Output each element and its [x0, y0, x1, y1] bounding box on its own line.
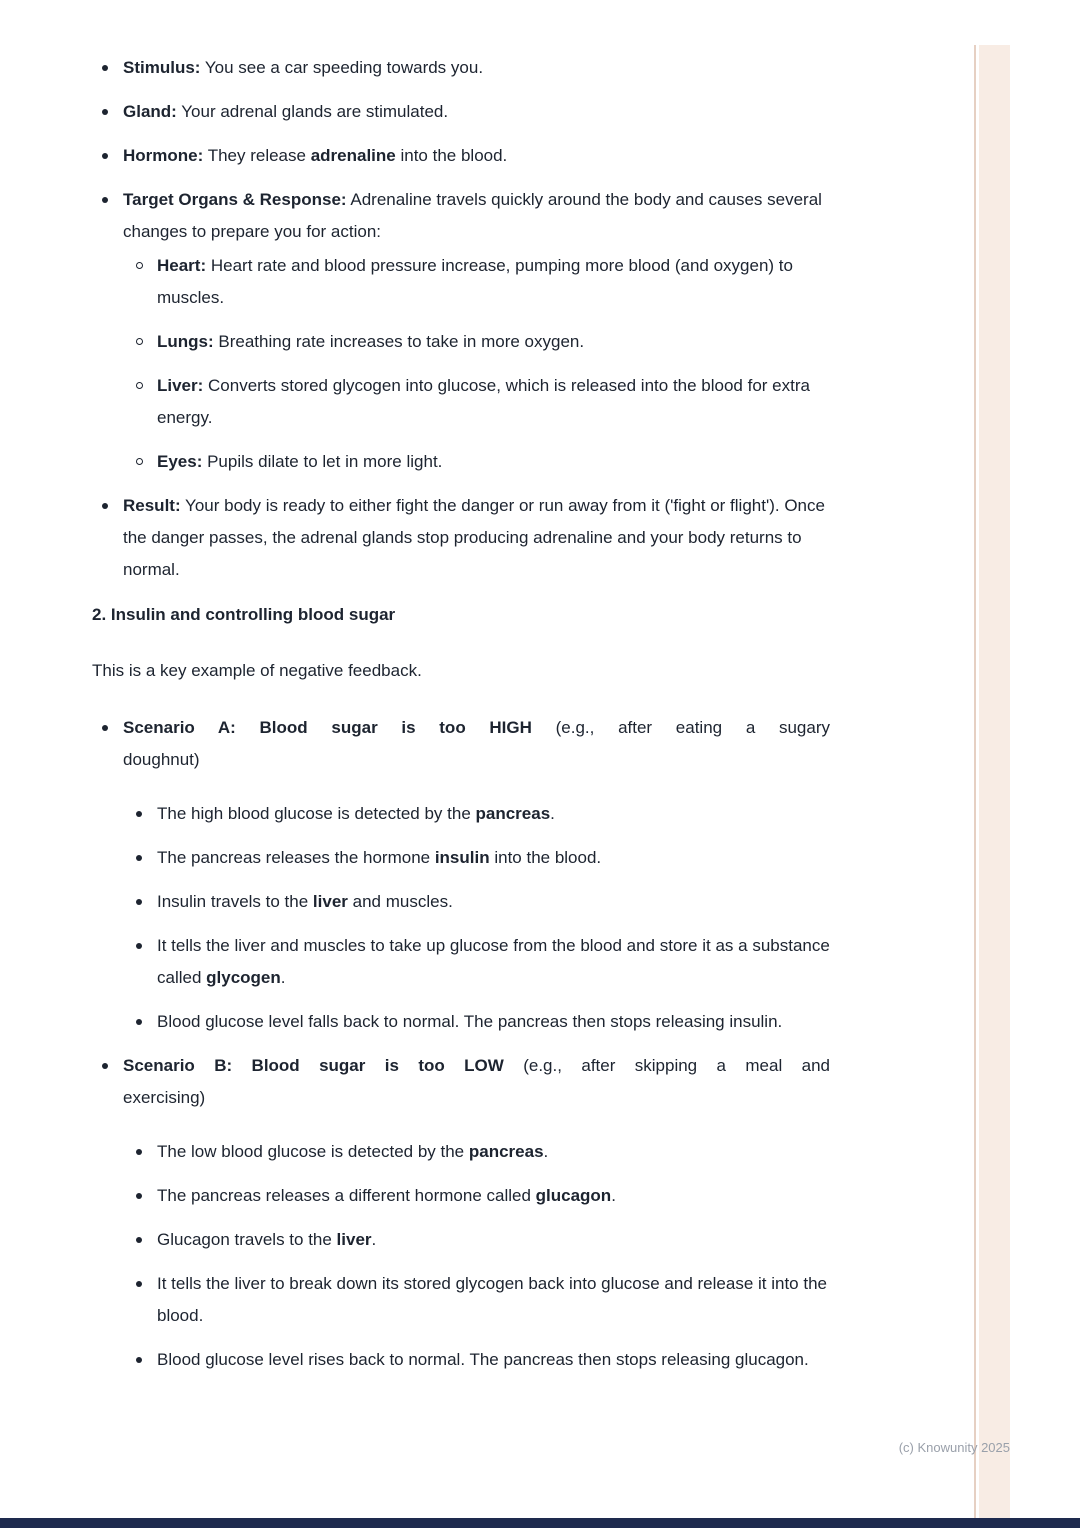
list-item-text: [123, 184, 830, 248]
list-item: [123, 1268, 830, 1332]
sub-list: [123, 1136, 830, 1376]
list-item: [123, 842, 830, 874]
bold-text: liver: [312, 892, 348, 911]
bold-text: adrenaline: [310, 146, 396, 165]
plain-text: The low blood glucose is detected by the: [157, 1142, 469, 1161]
plain-text: exercising): [123, 1088, 206, 1107]
list-item-text: [123, 744, 830, 776]
plain-text: Blood glucose level rises back to normal. The pancreas then stops releasing glucagon.: [157, 1350, 809, 1369]
plain-text: Converts stored glycogen into glucose, which is released into the blood for extra energy.: [157, 376, 810, 427]
list-item: [92, 490, 830, 586]
plain-text: Your adrenal glands are stimulated.: [176, 102, 449, 121]
plain-text: Adrenaline travels quickly around the body and causes several changes to prepare you for action:: [123, 190, 822, 241]
intro-paragraph: This is a key example of negative feedback.: [92, 661, 422, 680]
sub-list: [123, 250, 830, 478]
page-edge-line: [974, 45, 976, 1518]
sub-list: [123, 798, 830, 1038]
list-item: [92, 184, 830, 478]
list-item: [123, 370, 830, 434]
list-item: [92, 1050, 830, 1376]
bold-text: liver: [336, 1230, 372, 1249]
list-item-text: [157, 1268, 830, 1332]
plain-text: They release: [203, 146, 311, 165]
list-item: [123, 1344, 830, 1376]
plain-text: .: [611, 1186, 616, 1205]
list-item: [123, 798, 830, 830]
plain-text: The pancreas releases the hormone: [157, 848, 435, 867]
list-item: [123, 886, 830, 918]
bold-text: insulin: [434, 848, 490, 867]
list-item-text: [157, 1180, 830, 1212]
list-item-text: [157, 446, 830, 478]
list-item-text: [123, 712, 830, 744]
plain-text: doughnut): [123, 750, 200, 769]
plain-text: Your body is ready to either fight the danger or run away from it ('fight or flight'). Once the danger passes, the adrenal glands stop producing adrenaline and your body returns to normal.: [123, 496, 825, 579]
plain-text: Blood glucose level falls back to normal. The pancreas then stops releasing insulin.: [157, 1012, 783, 1031]
plain-text: into the blood.: [395, 146, 508, 165]
list-item-text: [123, 96, 830, 128]
plain-text: .: [550, 804, 555, 823]
list-item: [123, 250, 830, 314]
plain-text: .: [371, 1230, 377, 1249]
list-item-text: [157, 1344, 830, 1376]
plain-text: It tells the liver and muscles to take up glucose from the blood and store it as a substance called: [157, 936, 830, 987]
bold-text: Hormone:: [123, 146, 204, 165]
list-item: [123, 1180, 830, 1212]
document-content: [92, 52, 830, 1388]
footer-bar: [0, 1518, 1080, 1528]
plain-text: The pancreas releases a different hormone called: [157, 1186, 536, 1205]
bold-text: Scenario A: Blood sugar is too HIGH: [123, 718, 532, 737]
list-item-text: [157, 250, 830, 314]
list-item-text: [157, 842, 830, 874]
blood-sugar-scenarios-list: [92, 712, 830, 1376]
list-item: [123, 930, 830, 994]
list-item: [92, 96, 830, 128]
bold-text: Target Organs & Response:: [123, 190, 347, 209]
bold-text: Result:: [123, 496, 181, 515]
bold-text: glycogen: [206, 968, 281, 987]
list-item: [92, 712, 830, 1038]
section-heading: 2. Insulin and controlling blood sugar: [92, 605, 396, 624]
bold-text: Lungs:: [157, 332, 214, 351]
list-item-text: [157, 370, 830, 434]
list-item-text: [123, 1082, 830, 1114]
adrenaline-response-list: [92, 52, 830, 586]
bold-text: Gland:: [123, 102, 177, 121]
list-item-text: [123, 140, 830, 172]
bold-text: Heart:: [157, 256, 207, 275]
list-item: [123, 1136, 830, 1168]
bold-text: pancreas: [468, 1142, 544, 1161]
plain-text: Pupils dilate to let in more light.: [202, 452, 443, 471]
copyright-text: (c) Knowunity 2025: [898, 1440, 1010, 1455]
list-item-text: [123, 490, 830, 586]
bold-text: Eyes:: [157, 452, 203, 471]
plain-text: The high blood glucose is detected by the: [157, 804, 476, 823]
list-item-text: [157, 326, 830, 358]
plain-text: You see a car speeding towards you.: [200, 58, 484, 77]
bold-text: pancreas: [475, 804, 551, 823]
list-item-text: [123, 52, 830, 84]
plain-text: and muscles.: [347, 892, 453, 911]
bold-text: Stimulus:: [123, 58, 201, 77]
list-item-text: [157, 1224, 830, 1256]
list-item-text: [157, 798, 830, 830]
list-item: [123, 1006, 830, 1038]
list-item: [123, 326, 830, 358]
list-item: [123, 1224, 830, 1256]
list-item-text: [157, 1006, 830, 1038]
plain-text: Breathing rate increases to take in more oxygen.: [213, 332, 585, 351]
plain-text: into the blood.: [489, 848, 602, 867]
plain-text: Glucagon travels to the: [157, 1230, 337, 1249]
list-item-text: [157, 886, 830, 918]
plain-text: Insulin travels to the: [157, 892, 313, 911]
list-item-text: [157, 1136, 830, 1168]
bold-text: glucagon: [535, 1186, 612, 1205]
list-item-text: [123, 1050, 830, 1082]
list-item: [92, 140, 830, 172]
bold-text: Scenario B: Blood sugar is too LOW: [123, 1056, 504, 1075]
plain-text: Heart rate and blood pressure increase, pumping more blood (and oxygen) to muscles.: [157, 256, 793, 307]
list-item: [123, 446, 830, 478]
list-item-text: [157, 930, 830, 994]
list-item: [92, 52, 830, 84]
page-edge-decoration: [979, 45, 1010, 1518]
plain-text: .: [543, 1142, 549, 1161]
bold-text: Liver:: [157, 376, 204, 395]
plain-text: .: [280, 968, 286, 987]
plain-text: (e.g., after skipping a meal and: [503, 1056, 830, 1075]
plain-text: It tells the liver to break down its stored glycogen back into glucose and release it into the blood.: [157, 1274, 827, 1325]
plain-text: (e.g., after eating a sugary: [531, 718, 831, 737]
